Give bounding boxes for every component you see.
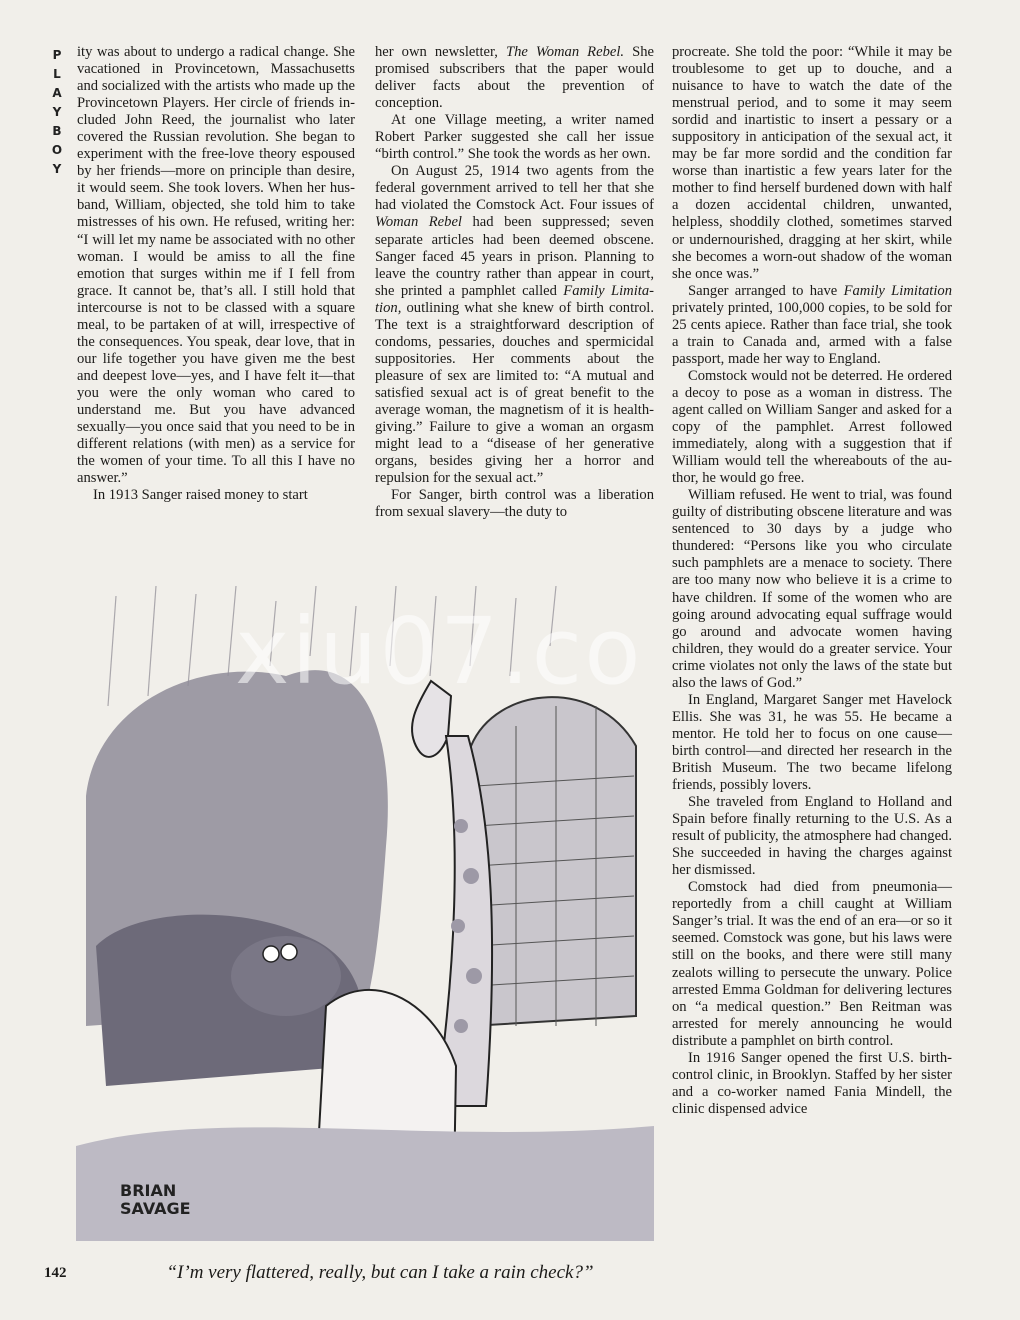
paragraph: Comstock had died from pneumonia—reportedly from a chill caught at William Sanger’s trial. It was the end of an era—or so it seemed. Comstock was gone, but his laws were still on the books, and there were still many zealots willing to persecute the unwary. Police arrested Emma Goldman for delivering lectures on “a medical question.” Ben Reitman was arrested for merely announcing he would distribute a pamphlet on birth control. (672, 879, 952, 1049)
paragraph: For Sanger, birth control was a liberation from sexual slavery—the duty to (375, 487, 654, 521)
sidebar-letter: O (51, 143, 63, 157)
paragraph: In 1913 Sanger raised money to start (93, 487, 308, 504)
paragraph: Sanger arranged to have Family Limitation privately printed, 100,000 copies, to be sold for 25 cents apiece. Rather than face trial, she took a train to Canada and, armed with a false passport, made her way to England. (672, 282, 952, 367)
article-column-1 (77, 44, 355, 504)
sidebar-letter: Y (52, 162, 62, 176)
sidebar-letter: B (52, 124, 62, 138)
paragraph: Comstock would not be deterred. He ordered a decoy to pose as a woman in distress. The agent called on William Sanger and asked for a copy of the pamphlet. Arrest followed immediately, along with a suggestion that if William would tell the whereabouts of the author, he would go free. (672, 367, 952, 487)
article-column-3 (672, 44, 952, 1118)
paragraph: At one Village meeting, a writer named Robert Parker suggested she call her issue “birth control.” She took the words as her own. (375, 112, 654, 163)
paragraph: She traveled from England to Holland and Spain before finally returning to the U.S. As a result of publicity, the atmosphere had changed. She succeeded in having the charges against her dismissed. (672, 794, 952, 879)
publication-title: Family Limitation (843, 282, 952, 299)
paragraph: her own newsletter, The Woman Rebel. She promised subscribers that the paper would deliver facts about the prevention of conception. (375, 44, 654, 112)
publication-title: Woman Rebel (375, 214, 462, 231)
publication-title: Family Limitation, (375, 282, 655, 316)
paragraph: procreate. She told the poor: “While it may be troublesome to get up to douche, and a nuisance to have to watch the date of the menstrual period, and to some it may seem sordid and inartistic to insert a pessary or a suppository in anticipation of the sexual act, it may be far more sordid and the condition far worse than inartistic a few years later for the mother to find herself burdened down with half a dozen accidental children, unwanted, helpless, shoddily clothed, sometimes starved or undernourished, dragging at her skirt, while she becomes a worn-out shadow of the woman she once was.” (672, 44, 952, 282)
paragraph: In England, Margaret Sanger met Havelock Ellis. She was 31, he was 55. He became a mentor. He told her to focus on one cause—birth control—and directed her research in the British Museum. The two became lifelong friends, possibly lovers. (672, 691, 952, 794)
publication-title: The Woman Rebel. (505, 44, 625, 60)
sidebar-letter: P (52, 48, 62, 62)
magazine-sidebar-name (50, 46, 64, 179)
paragraph: In 1916 Sanger opened the first U.S. birth-control clinic, in Brooklyn. Staffed by her sister and a co-worker named Fania Mindell, the clinic dispensed advice (672, 1049, 952, 1117)
paragraph: On August 25, 1914 two agents from the federal government arrived to tell her that she had violated the Comstock Act. Four issues of Woman Rebel had been suppressed; seven separate articles had been deemed obscene. Sanger faced 45 years in prison. Planning to leave the country rather than appear in court, she printed a pamphlet called Family Limitation, outlining what she knew of birth control. The text is a straightforward description of condoms, pessaries, douches and spermicidal suppositories. Her comments about the pleasure of sex are limited to: “A mutual and satisfied sexual act is of great benefit to the average woman, the magnetism of it is health-giving.” Failure to give a woman an orgasm might lead to a “disease of her generative organs, besides giving her a horror and repulsion for the sexual act.” (375, 163, 655, 487)
article-column-2 (375, 44, 654, 521)
sidebar-letter: Y (52, 105, 62, 119)
sidebar-letter: A (52, 86, 62, 100)
paragraph: William refused. He went to trial, was found guilty of distributing obscene literature and was sentenced to 30 days by a judge who thundered: “Persons like you who circulate such pamphlets are a menace to society. There are too many now who believe it is a crime to have children. If some of the women who are going around advocating equal suffrage would go around and advocate women having children, they would do a greater service. Your crime violates not only the laws of the state but also the laws of God.” (672, 487, 952, 691)
watermark: xiu07.co (235, 598, 643, 705)
sidebar-letter: L (53, 67, 61, 81)
paragraph: ity was about to undergo a radical change. She vacationed in Provincetown, Massachusetts and socialized with the artists who made up the Provincetown Players. Her circle of friends included John Reed, the journalist who later covered the Russian revolution. She began to experiment with the free-love theory espoused by her friends—more on principle than desire, it would seem. She took lovers. When her husband, William, objected, she told him to take mistresses of his own. He refused, writing her: “I will let my name be associated with no other woman. I would be amiss to all the fine emotion that surges within me if I fell from grace. It cannot be, that’s all. I still hold that intercourse is not to be classed with a square meal, to be partaken of at will, irrespective of the consequences. You speak, dear love, that in our life together you have given me the best and deepest love—yes, and I have felt it—that you were the only woman who cared to understand me. But you have advanced sexually—you once said that you need to be in different relations (with men) as a service for the women of your time. To all this I have no answer.” (77, 44, 355, 487)
artist-signature: BRIAN (120, 1181, 177, 1200)
artist-signature: SAVAGE (120, 1199, 191, 1218)
page-number: 142 (44, 1265, 67, 1281)
cartoon-caption: “I’m very flattered, really, but can I take a rain check?” (166, 1262, 594, 1283)
